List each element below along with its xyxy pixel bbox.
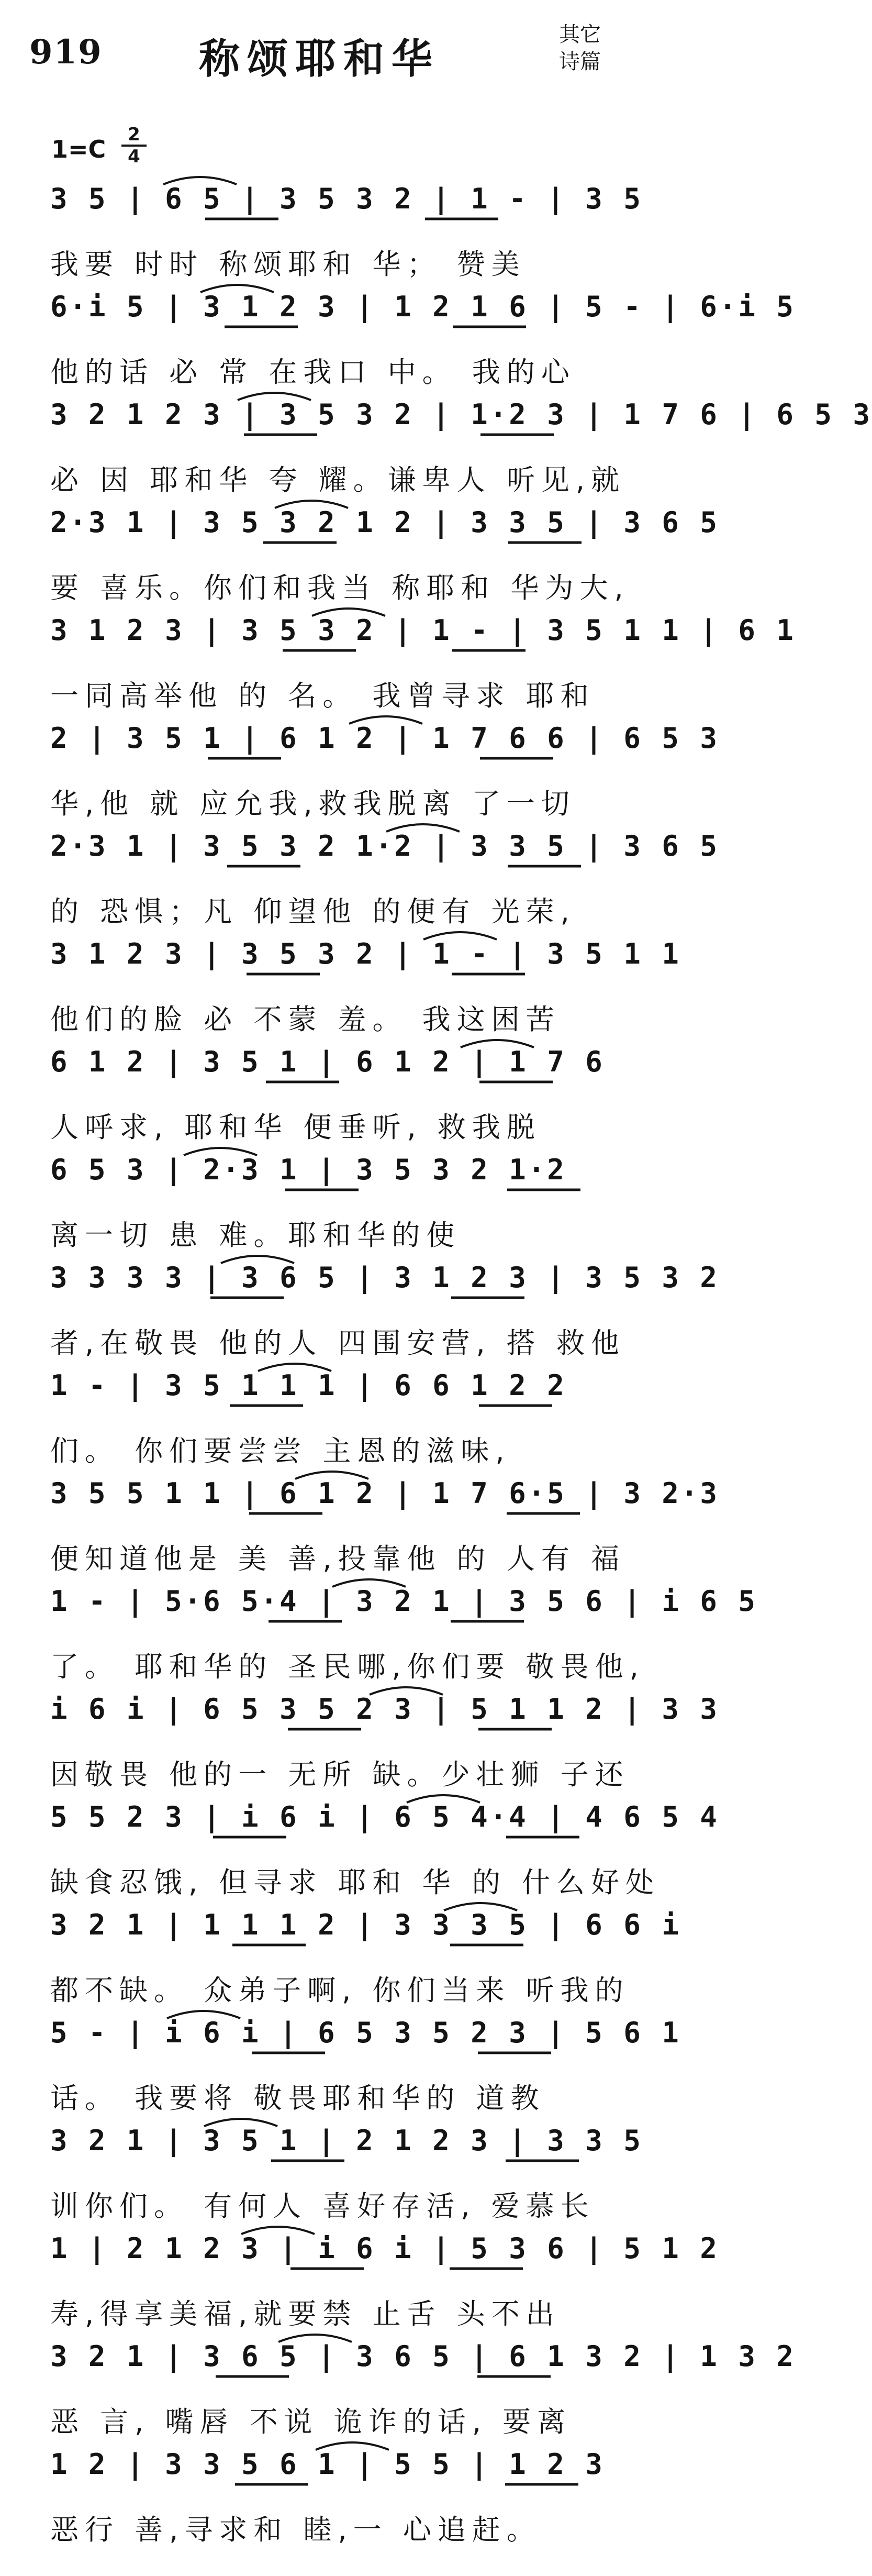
note-line — [50, 928, 681, 991]
lyric-line: 们。 你们要尝尝 主恩的滋味, — [50, 1434, 511, 1467]
note-line — [50, 1252, 719, 1314]
note-line — [50, 389, 872, 451]
hymn-title: 称颂耶和华 — [199, 36, 440, 83]
note-line — [50, 2007, 681, 2070]
score-line — [0, 820, 719, 928]
lyric-line: 者,在敬畏 他的人 四围安营, 搭 救他 — [50, 1326, 625, 1359]
note-line — [50, 1899, 681, 1962]
score-line — [0, 2115, 670, 2223]
note-text: 2·3 1 | 3 5 3 2 1·2 | 3 3 5 | 3 6 5 — [50, 830, 719, 863]
note-line — [50, 1791, 719, 1854]
note-line — [50, 1359, 642, 1422]
category-line-2: 诗篇 — [559, 50, 601, 74]
hymn-number: 919 — [29, 32, 103, 72]
score-line — [0, 1252, 719, 1359]
note-text: 5 - | i 6 i | 6 5 3 5 2 3 | 5 6 1 — [50, 2016, 681, 2049]
hymn-category — [559, 21, 622, 75]
score-line — [0, 1144, 670, 1252]
lyric-line: 缺食忍饿, 但寻求 耶和 华 的 什么好处 — [50, 1866, 660, 1899]
category-line-1: 其它 — [559, 23, 601, 47]
score-line — [0, 2223, 719, 2330]
note-line — [50, 1683, 719, 1746]
lyric-line: 他的话 必 常 在我口 中。 我的心 — [50, 356, 576, 389]
note-text: 3 3 3 3 | 3 6 5 | 3 1 2 3 | 3 5 3 2 — [50, 1261, 719, 1294]
lyric-line: 恶 言, 嘴唇 不说 诡诈的话, 要离 — [50, 2405, 572, 2438]
lyric-line: 因敬畏 他的一 无所 缺。少壮狮 子还 — [50, 1758, 630, 1791]
lyric-line: 人呼求, 耶和华 便垂听, 救我脱 — [50, 1111, 541, 1144]
key-signature: 1=C — [51, 135, 106, 163]
lyric-line: 训你们。 有何人 喜好存活, 爱慕长 — [50, 2190, 595, 2223]
note-text: 6·i 5 | 3 1 2 3 | 1 2 1 6 | 5 - | 6·i 5 — [50, 290, 796, 323]
lyric-line: 寿,得享美福,就要禁 止舌 头不出 — [50, 2297, 561, 2330]
score-line — [0, 604, 796, 712]
note-line — [50, 1467, 719, 1530]
note-text: 3 2 1 | 1 1 1 2 | 3 3 3 5 | 6 6 i — [50, 1908, 681, 1941]
lyric-line: 便知道他是 美 善,投靠他 的 人有 福 — [50, 1542, 625, 1575]
score-line — [0, 2330, 796, 2438]
time-signature-numerator: 2 — [121, 126, 147, 147]
note-text: 6 5 3 | 2·3 1 | 3 5 3 2 1·2 — [50, 1153, 566, 1186]
lyric-line: 话。 我要将 敬畏耶和华的 道教 — [50, 2082, 545, 2115]
note-line — [50, 712, 719, 775]
score-line — [0, 1359, 670, 1467]
score-line — [0, 1899, 681, 2007]
note-line — [50, 1575, 757, 1638]
note-text: 3 2 1 | 3 6 5 | 3 6 5 | 6 1 3 2 | 1 3 2 — [50, 2340, 796, 2373]
note-text: 3 2 1 | 3 5 1 | 2 1 2 3 | 3 3 5 — [50, 2124, 643, 2157]
note-text: 2·3 1 | 3 5 3 2 1 2 | 3 3 5 | 3 6 5 — [50, 506, 719, 539]
lyric-line: 了。 耶和华的 圣民哪,你们要 敬畏他, — [50, 1650, 645, 1683]
note-text: 1 - | 5·6 5·4 | 3 2 1 | 3 5 6 | i 6 5 — [50, 1585, 757, 1618]
note-line — [50, 820, 719, 883]
lyric-line: 都不缺。 众弟子啊, 你们当来 听我的 — [50, 1974, 630, 2007]
lyric-line: 的 恐惧；凡 仰望他 的便有 光荣, — [50, 895, 576, 928]
note-line — [50, 604, 796, 667]
note-text: 1 | 2 1 2 3 | i 6 i | 5 3 6 | 5 1 2 — [50, 2232, 719, 2265]
note-line — [50, 173, 642, 236]
note-text: 1 2 | 3 3 5 6 1 | 5 5 | 1 2 3 — [50, 2448, 605, 2481]
score-line — [0, 1683, 719, 1791]
note-line — [50, 496, 719, 559]
lyric-line: 华,他 就 应允我,救我脱离 了一切 — [50, 787, 576, 820]
lyric-line: 一同高举他 的 名。 我曾寻求 耶和 — [50, 679, 595, 712]
score-line — [0, 173, 670, 281]
score-line — [0, 2007, 681, 2115]
lyric-line: 他们的脸 必 不蒙 羞。 我这困苦 — [50, 1003, 561, 1036]
note-line — [50, 281, 796, 344]
lyric-line: 要 喜乐。你们和我当 称耶和 华为大, — [50, 571, 630, 604]
note-text: 3 5 | 6 5 | 3 5 3 2 | 1 - | 3 5 — [50, 182, 643, 215]
note-line — [50, 1144, 642, 1207]
score-line — [0, 1791, 719, 1899]
note-text: 2 | 3 5 1 | 6 1 2 | 1 7 6 6 | 6 5 3 — [50, 722, 719, 755]
note-text: 3 2 1 2 3 | 3 5 3 2 | 1·2 3 | 1 7 6 | 6 5 3 — [50, 398, 872, 431]
note-line — [50, 2223, 719, 2285]
note-text: 5 5 2 3 | i 6 i | 6 5 4·4 | 4 6 5 4 — [50, 1800, 719, 1833]
note-text: 3 5 5 1 1 | 6 1 2 | 1 7 6·5 | 3 2·3 — [50, 1477, 719, 1510]
lyric-line: 我要 时时 称颂耶和 华； 赞美 — [50, 248, 526, 281]
lyric-line: 必 因 耶和华 夸 耀。谦卑人 听见,就 — [50, 463, 625, 496]
note-text: 3 1 2 3 | 3 5 3 2 | 1 - | 3 5 1 1 | 6 1 — [50, 614, 796, 647]
note-line — [50, 1036, 642, 1099]
note-line — [50, 2438, 642, 2501]
score-line — [0, 496, 719, 604]
note-text: 3 1 2 3 | 3 5 3 2 | 1 - | 3 5 1 1 — [50, 937, 681, 970]
time-signature — [121, 126, 147, 165]
lyric-line: 离一切 患 难。耶和华的使 — [50, 1219, 461, 1252]
score-line — [0, 1575, 757, 1683]
note-text: 1 - | 3 5 1 1 1 | 6 6 1 2 2 — [50, 1369, 566, 1402]
score-line — [0, 1467, 719, 1575]
score-line — [0, 928, 681, 1036]
score-line — [0, 2438, 670, 2546]
note-line — [50, 2115, 642, 2177]
time-signature-denominator: 4 — [128, 146, 140, 167]
note-line — [50, 2330, 796, 2393]
score-line — [0, 712, 719, 820]
note-text: i 6 i | 6 5 3 5 2 3 | 5 1 1 2 | 3 3 — [50, 1693, 719, 1726]
score-line — [0, 1036, 670, 1144]
score-line — [0, 389, 872, 496]
note-text: 6 1 2 | 3 5 1 | 6 1 2 | 1 7 6 — [50, 1045, 605, 1078]
score-line — [0, 281, 796, 389]
lyric-line: 恶行 善,寻求和 睦,一 心追赶。 — [50, 2513, 541, 2546]
